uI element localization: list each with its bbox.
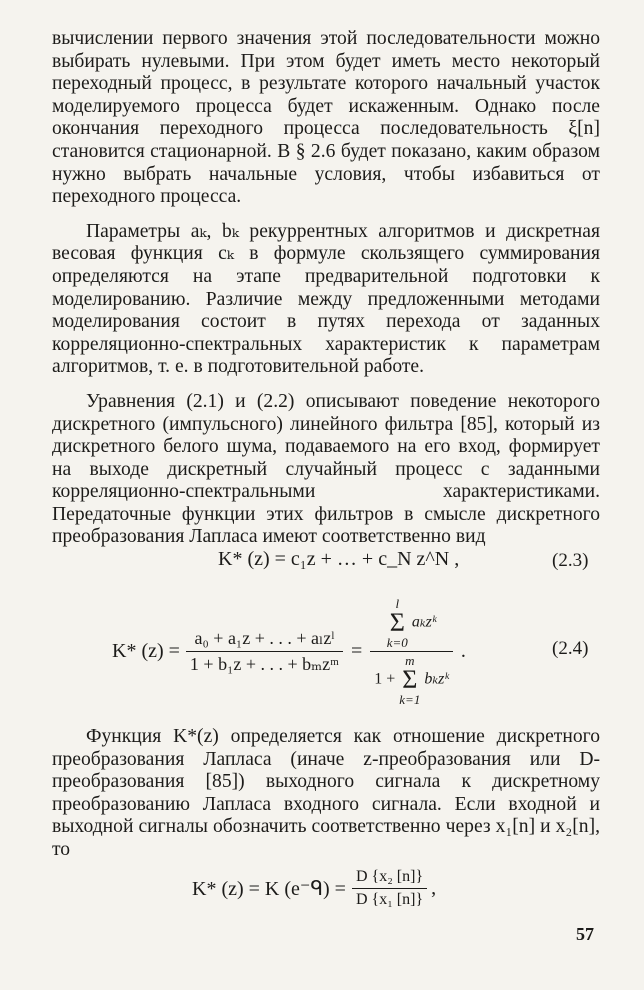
equation-2-4 xyxy=(112,588,466,714)
eq24-frac1-numerator: a₀ + a₁z + . . . + aₗzˡ xyxy=(186,628,343,652)
eq24-fraction-1 xyxy=(186,628,343,675)
paragraph-1: вычислении первого значения этой последовательности можно выбирать нулевыми. При этом будет иметь место некоторый переходный процесс, в результате которого начальный участок моделируемого процесса будет искаженным. Однако после окончания переходного процесса последовательность ξ[n] становится стационарной. В § 2.6 будет показано, каким образом нужно выбрать начальные условия, чтобы избавиться от переходного процесса. xyxy=(52,28,600,208)
sum-top-upper: l xyxy=(395,595,400,611)
eq24-frac2-denominator xyxy=(370,652,453,706)
sum-bot-term: bₖzᵏ xyxy=(424,670,449,688)
eqf-fraction xyxy=(352,868,427,909)
eqf-tail: , xyxy=(431,877,437,899)
equation-2-4-number: (2.4) xyxy=(552,638,589,659)
eq24-fraction-2 xyxy=(370,597,453,706)
eqf-denominator: D {x₁ [n]} xyxy=(355,891,424,908)
eq24-sum-top xyxy=(387,597,408,649)
sum-top-lower: k=0 xyxy=(386,634,408,650)
paragraph-2: Параметры aₖ, bₖ рекуррентных алгоритмов и дискретная весовая функция cₖ в формуле скользящего суммирования определяются на этапе предварительной подготовки к моделированию. Различие между предложенными методами моделирования состоит в путях перехода от заданных корреляционно-спектральных характеристик к параметрам алгоритмов, т. е. в подготовительной работе. xyxy=(52,220,600,378)
eq24-frac2-numerator xyxy=(370,597,453,652)
sum-top-term: aₖzᵏ xyxy=(411,613,437,631)
eq24-lhs: K* (z) = xyxy=(112,639,180,662)
eqf-numerator: D {x₂ [n]} xyxy=(352,868,427,889)
page-number: 57 xyxy=(576,924,594,944)
eq24-tail: . xyxy=(460,639,466,662)
equation-final xyxy=(192,868,436,909)
sum-bot-prefix: 1 + xyxy=(374,670,396,688)
equation-2-3: K* (z) = c₁z + … + c_N z^N , xyxy=(218,548,460,570)
sum-bot-lower: k=1 xyxy=(399,691,421,707)
eq24-equals: = xyxy=(350,639,363,662)
page-body xyxy=(52,28,600,549)
sigma-symbol: Σ xyxy=(389,607,405,637)
equation-2-3-number: (2.3) xyxy=(552,550,589,571)
sigma-symbol: Σ xyxy=(402,664,418,694)
page-body-lower xyxy=(52,726,600,862)
paragraph-4: Функция K*(z) определяется как отношение дискретного преобразования Лапласа (иначе z-преобразования или D-преобразования [85]) выходного сигнала к дискретному преобразованию Лапласа входного сигнала. Если входной и выходной сигналы обозначить соответственно через x₁[n] и x₂[n], то xyxy=(52,726,600,860)
sum-bot-upper: m xyxy=(405,652,415,668)
eq24-sum-bottom xyxy=(399,654,420,706)
eq24-frac1-denominator: 1 + b₁z + . . . + bₘzᵐ xyxy=(189,653,339,674)
paragraph-3: Уравнения (2.1) и (2.2) описывают поведение некоторого дискретного (импульсного) линейного фильтра [85], который из дискретного белого шума, подаваемого на его вход, формирует на выходе дискретный случайный процесс с заданными корреляционно-спектральными характеристиками. Передаточные функции этих фильтров в смысле дискретного преобразования Лапласа имеют соответственно вид xyxy=(52,390,600,548)
eqf-lhs: K* (z) = K (e⁻ᑫ) = xyxy=(192,878,346,900)
